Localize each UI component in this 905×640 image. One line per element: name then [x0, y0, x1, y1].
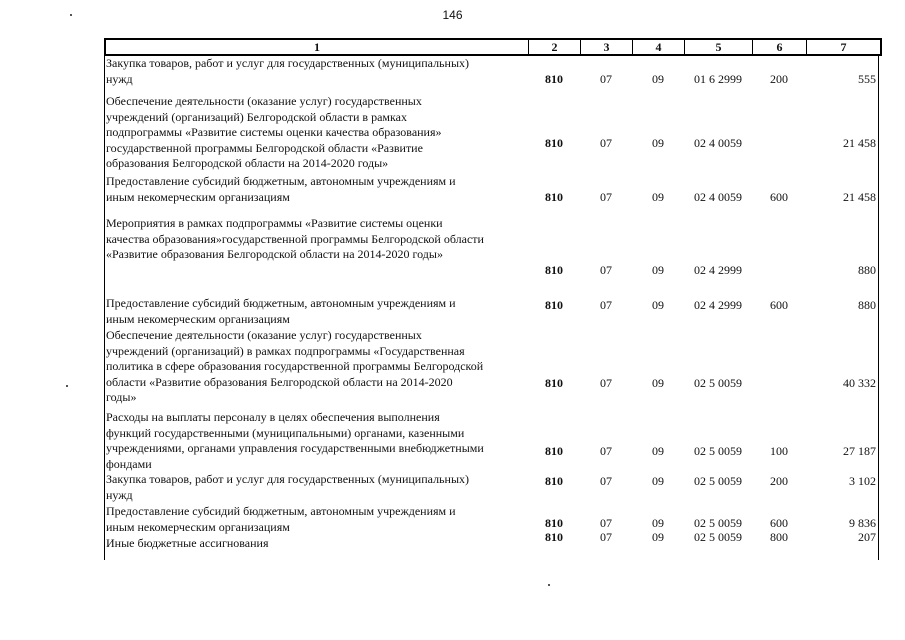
table-right-border [878, 56, 879, 560]
col-5-value: 02 4 0059 [694, 136, 742, 150]
scan-speck [70, 14, 72, 16]
col-3-value: 07 [600, 516, 612, 530]
col-3-value: 07 [600, 474, 612, 488]
row-description: Предоставление субсидий бюджетным, автономным учреждениям и иным некомерческим организациям [106, 296, 456, 326]
col-6-value: 600 [770, 190, 788, 204]
col-2-value: 810 [545, 72, 563, 86]
col-3-value: 07 [600, 190, 612, 204]
col-7-amount: 207 [858, 530, 876, 544]
col-5-value: 02 5 0059 [694, 444, 742, 458]
col-7-amount: 880 [858, 298, 876, 312]
col-3-value: 07 [600, 263, 612, 277]
col-6-value: 600 [770, 516, 788, 530]
col-6-value: 200 [770, 72, 788, 86]
col-2-value: 810 [545, 376, 563, 390]
col-2-value: 810 [545, 530, 563, 544]
col-3-value: 07 [600, 298, 612, 312]
col-4-value: 09 [652, 136, 664, 150]
table-body [104, 56, 882, 560]
col-6-value: 800 [770, 530, 788, 544]
table-left-border [104, 56, 105, 560]
row-description: Обеспечение деятельности (оказание услуг) государственных учреждений (организаций) в рамках подпрограммы «Государственная политика в сфере образования государственной программы Белгородской области «Развитие образования Белгородской области на 2014-2020 годы» [106, 328, 484, 404]
col-4-value: 09 [652, 444, 664, 458]
col-4-value: 09 [652, 190, 664, 204]
col-2-value: 810 [545, 444, 563, 458]
col-2-value: 810 [545, 298, 563, 312]
row-description: Закупка товаров, работ и услуг для государственных (муниципальных) нужд [106, 472, 470, 502]
header-col-2: 2 [528, 40, 580, 54]
row-description: Иные бюджетные ассигнования [106, 536, 269, 550]
col-2-value: 810 [545, 474, 563, 488]
col-7-amount: 555 [858, 72, 876, 86]
col-2-value: 810 [545, 516, 563, 530]
col-5-value: 02 4 2999 [694, 298, 742, 312]
col-7-amount: 40 332 [843, 376, 876, 390]
row-description: Расходы на выплаты персоналу в целях обеспечения выполнения функций государственными (муниципальными) органами, казенными учреждениями, органами управления государственными внебюджетными фондами [106, 410, 484, 471]
row-description: Закупка товаров, работ и услуг для государственных (муниципальных) нужд [106, 56, 470, 86]
col-7-amount: 21 458 [843, 136, 876, 150]
col-4-value: 09 [652, 516, 664, 530]
col-5-value: 02 5 0059 [694, 530, 742, 544]
col-4-value: 09 [652, 72, 664, 86]
col-5-value: 02 5 0059 [694, 474, 742, 488]
col-3-value: 07 [600, 376, 612, 390]
col-5-value: 02 5 0059 [694, 516, 742, 530]
col-5-value: 02 4 2999 [694, 263, 742, 277]
col-6-value: 100 [770, 444, 788, 458]
col-7-amount: 21 458 [843, 190, 876, 204]
scan-speck [66, 385, 68, 387]
col-3-value: 07 [600, 136, 612, 150]
col-7-amount: 27 187 [843, 444, 876, 458]
header-col-1: 1 [314, 40, 320, 54]
row-description: Обеспечение деятельности (оказание услуг) государственных учреждений (организаций) Белгородской области в рамках подпрограммы «Развитие системы оценки качества образования» государственной программы Белгородской области «Развитие образования Белгородской области на 2014-2020 годы» [106, 94, 442, 170]
col-2-value: 810 [545, 136, 563, 150]
col-2-value: 810 [545, 190, 563, 204]
row-description: Мероприятия в рамках подпрограммы «Развитие системы оценки качества образования»государственной программы Белгородской области «Развитие образования Белгородской области на 2014-2020 годы» [106, 216, 484, 261]
col-4-value: 09 [652, 530, 664, 544]
col-4-value: 09 [652, 298, 664, 312]
col-2-value: 810 [545, 263, 563, 277]
col-4-value: 09 [652, 474, 664, 488]
col-6-value: 200 [770, 474, 788, 488]
col-3-value: 07 [600, 444, 612, 458]
col-5-value: 02 4 0059 [694, 190, 742, 204]
page-number: 146 [442, 8, 463, 22]
col-4-value: 09 [652, 263, 664, 277]
col-7-amount: 3 102 [849, 474, 876, 488]
budget-table [104, 38, 882, 560]
col-7-amount: 880 [858, 263, 876, 277]
header-col-7: 7 [806, 40, 880, 54]
col-4-value: 09 [652, 376, 664, 390]
row-description: Предоставление субсидий бюджетным, автономным учреждениям и иным некомерческим организациям [106, 504, 456, 534]
col-3-value: 07 [600, 72, 612, 86]
col-5-value: 01 6 2999 [694, 72, 742, 86]
col-6-value: 600 [770, 298, 788, 312]
header-col-6: 6 [752, 40, 806, 54]
header-col-3: 3 [580, 40, 632, 54]
col-5-value: 02 5 0059 [694, 376, 742, 390]
header-col-4: 4 [632, 40, 684, 54]
col-3-value: 07 [600, 530, 612, 544]
scan-speck [548, 584, 550, 586]
table-header [104, 38, 882, 56]
row-description: Предоставление субсидий бюджетным, автономным учреждениям и иным некомерческим организациям [106, 174, 456, 204]
col-7-amount: 9 836 [849, 516, 876, 530]
header-col-5: 5 [684, 40, 752, 54]
